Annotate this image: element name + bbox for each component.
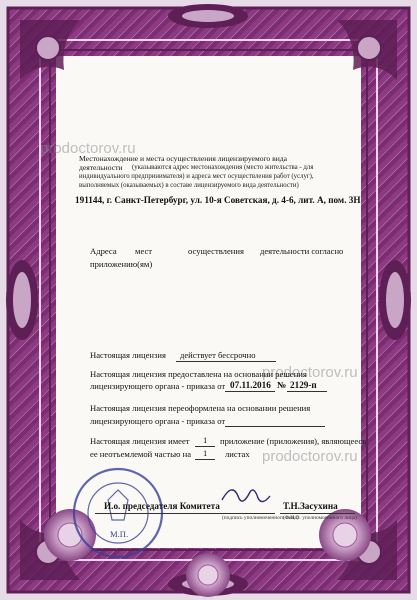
order-date: 07.11.2016 <box>230 380 271 390</box>
address: 191144, г. Санкт-Петербург, ул. 10-я Советская, д. 4-6, лит. А, пом. 3Н <box>75 195 361 205</box>
location-heading-line: деятельности <box>79 163 123 172</box>
addresses-label: Адреса <box>90 246 117 256</box>
addresses-label: деятельности согласно <box>260 246 344 256</box>
appendix-text: Настоящая лицензия имеет <box>90 436 190 446</box>
validity-label: Настоящая лицензия <box>90 350 166 360</box>
sheets-count: 1 <box>203 448 208 458</box>
underline <box>195 459 215 460</box>
corner-ornament-icon <box>20 20 80 80</box>
underline <box>176 361 276 362</box>
underline <box>195 446 215 447</box>
reissued-line: лицензирующего органа - приказа от <box>90 416 226 426</box>
addresses-label: приложению(ям) <box>90 259 153 269</box>
validity-value: действует бессрочно <box>180 350 256 360</box>
watermark: prodoctorov.ru <box>262 364 358 381</box>
watermark: prodoctorov.ru <box>262 448 358 465</box>
addresses-label: мест <box>135 246 153 256</box>
rose-ornament-icon <box>44 509 371 597</box>
underline <box>95 513 225 514</box>
watermark: prodoctorov.ru <box>40 140 136 157</box>
underline <box>225 391 275 392</box>
order-number: 2129-п <box>290 380 317 390</box>
signatory-name: Т.Н.Засухина <box>283 501 338 511</box>
underline <box>225 513 275 514</box>
underline <box>225 426 325 427</box>
appendix-text: ее неотъемлемой частью на <box>90 449 192 459</box>
location-note-line: (указываются адрес местонахождения (место жительства - для <box>132 164 314 171</box>
underline <box>287 391 327 392</box>
appendix-text: приложение (приложения), являющееся <box>220 436 367 446</box>
granted-line: Настоящая лицензия предоставлена на основании решения <box>90 369 307 379</box>
name-caption: (Ф.И.О. уполномоченного лица) <box>283 515 357 521</box>
location-note-line: выполняемых (оказываемых) в составе лицензируемого вида деятельности) <box>79 182 299 189</box>
addresses-label: осуществления <box>188 246 244 256</box>
reissued-line: Настоящая лицензия переоформлена на основании решения <box>90 403 311 413</box>
stamp-mp: М.П. <box>110 529 129 539</box>
underline <box>280 513 355 514</box>
order-number-sign: № <box>277 380 287 390</box>
location-note-line: индивидуального предпринимателя) и адреса мест осуществления работ (услуг), <box>79 173 314 180</box>
appendix-text: листах <box>225 449 250 459</box>
corner-ornament-icon <box>337 20 397 80</box>
signature-caption: (подпись уполномоченного лица) <box>222 515 299 521</box>
signature-icon <box>222 490 270 502</box>
granted-line: лицензирующего органа - приказа от <box>90 381 226 391</box>
appendix-count: 1 <box>203 435 208 445</box>
location-heading-line: Местонахождение и места осуществления лицензируемого вида <box>79 154 288 163</box>
signatory-title: И.о. председателя Комитета <box>104 501 220 511</box>
